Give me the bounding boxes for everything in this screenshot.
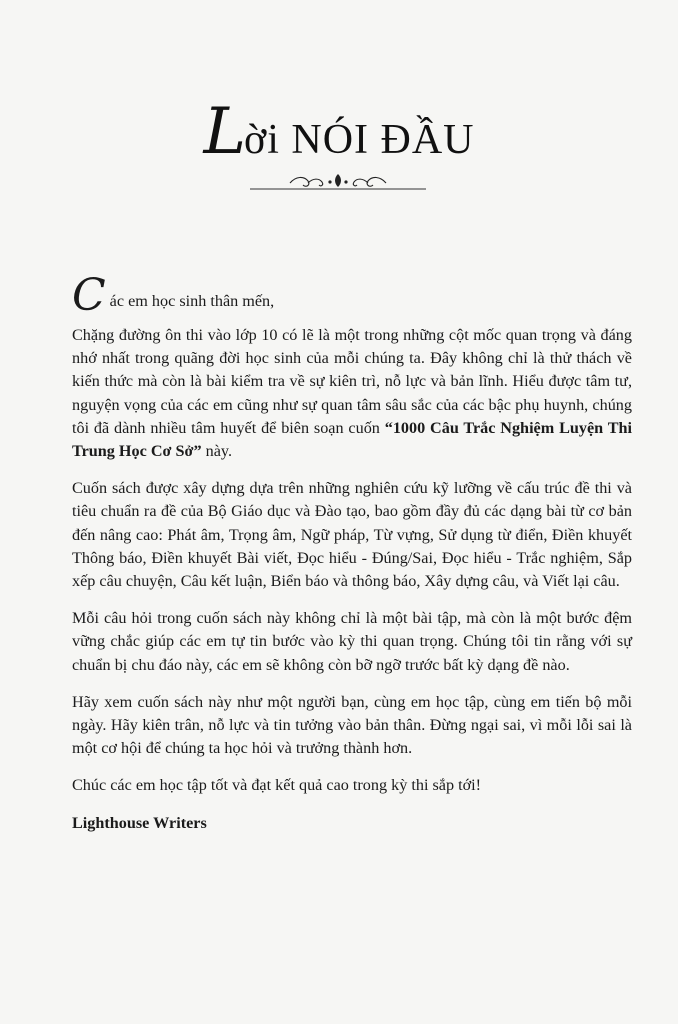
signature: Lighthouse Writers	[72, 813, 207, 832]
title-initial: L	[203, 95, 244, 169]
paragraph-3: Mỗi câu hỏi trong cuốn sách này không chỉ là một bài tập, mà còn là một bước đệm vững chắc giúp các em tự tin bước vào kỳ thi quan trọng. Chúng tôi tin rằng với sự chuẩn bị chu đáo này, các em sẽ không còn bỡ ngỡ trước bất kỳ dạng đề nào.	[72, 609, 632, 674]
paragraph-1-end: này.	[201, 442, 233, 461]
title-text: ời NÓI ĐẦU	[243, 117, 475, 163]
greeting-dropcap: C	[72, 270, 106, 321]
greeting	[72, 270, 632, 321]
paragraph-2: Cuốn sách được xây dựng dựa trên những nghiên cứu kỹ lưỡng về cấu trúc đề thi và tiêu chuẩn ra đề của Bộ Giáo dục và Đào tạo, bao gồm đầy đủ các dạng bài từ cơ bản đến nâng cao: Phát âm, Trọng âm, Ngữ pháp, Từ vựng, Sử dụng từ điển, Điền khuyết Thông báo, Điền khuyết Bài viết, Đọc hiểu - Đúng/Sai, Đọc hiểu - Trắc nghiệm, Sắp xếp câu chuyện, Câu kết luận, Biển báo và thông báo, Xây dựng câu, và Viết lại câu.	[72, 479, 632, 591]
paragraph-4: Hãy xem cuốn sách này như một người bạn, cùng em học tập, cùng em tiến bộ mỗi ngày. Hãy kiên trân, nỗ lực và tin tưởng vào bản thân. Đừng ngại sai, vì mỗi lỗi sai là một cơ hội để chúng ta học hỏi và trưởng thành hơn.	[72, 692, 632, 758]
paragraph-1-text: Chặng đường ôn thi vào lớp 10 có lẽ là một trong những cột mốc quan trọng và đáng nhớ nhất trong quãng đời học sinh của mỗi chúng ta. Đây không chỉ là thử thách về kiến thức mà còn là bài kiểm tra về sự kiên trì, nỗ lực và bản lĩnh. Hiểu được tâm tư, nguyện vọng của các em cũng như sự quan tâm sâu sắc của các bậc phụ huynh, chúng tôi đã dành nhiều tâm huyết để biên soạn cuốn	[72, 326, 632, 437]
paragraph-5: Chúc các em học tập tốt và đạt kết quả cao trong kỳ thi sắp tới!	[72, 776, 482, 795]
book-title: “1000 Câu Trắc Nghiệm Luyện Thi Trung Học Cơ Sở”	[72, 418, 632, 461]
scroll-divider-icon	[250, 172, 426, 192]
preface-body	[72, 270, 632, 849]
page-title	[0, 95, 678, 169]
greeting-text: ác em học sinh thân mến,	[109, 292, 275, 310]
paragraph-1	[72, 324, 632, 463]
